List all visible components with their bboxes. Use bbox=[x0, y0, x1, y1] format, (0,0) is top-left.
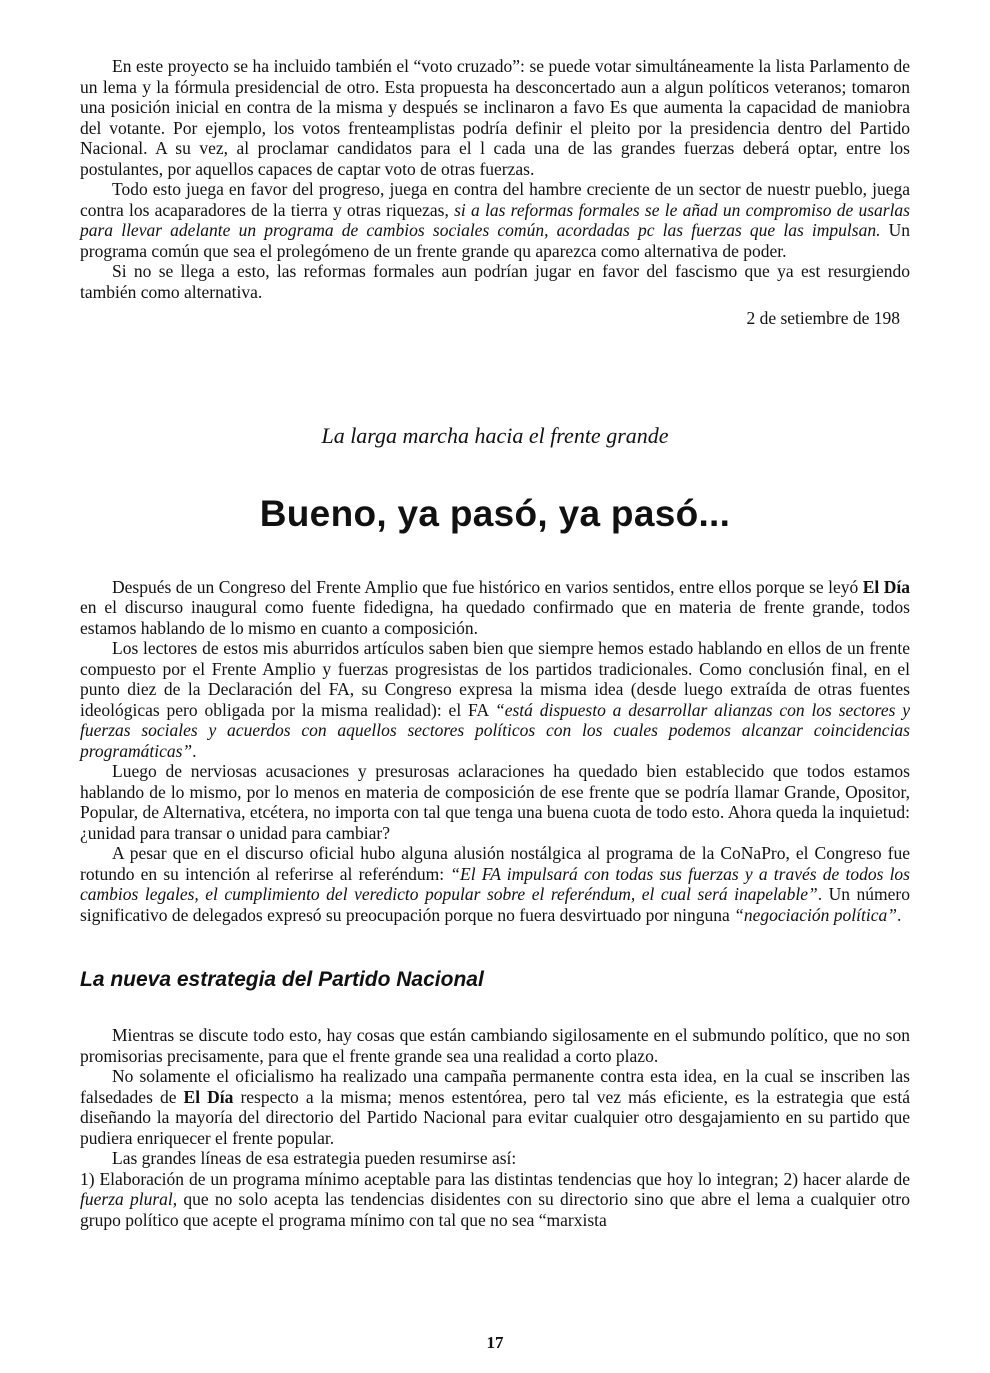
article-paragraph-1 bbox=[80, 577, 910, 639]
section-body bbox=[80, 1025, 910, 1230]
text-run: “negociación política” bbox=[734, 904, 897, 925]
section-heading: La nueva estrategia del Partido Nacional bbox=[80, 968, 484, 991]
text-run: Los lectores de estos mis aburridos artículos saben bien que siempre hemos estado hablando en ellos de un frente compuesto por el Frente Amplio y fuerzas progresistas de los partidos tradicionales. Como conclusión final, en el punto diez de la Declaración del FA, su Congreso expresa la misma idea (desde luego extraída de otras fuentes ideológicas pero obligada por la misma realidad): el FA bbox=[80, 638, 910, 720]
text-run: si a las reformas formales se le añad un compromiso de usarlas para llevar adelante un programa de cambios sociales común, acordadas pc las fuerzas que las impulsan. bbox=[80, 199, 910, 240]
text-run: respecto a la misma; menos estentórea, pero tal vez más eficiente, es la estrategia que está diseñando la mayoría del directorio del Partido Nacional para evitar cualquier otro desgajamiento en su partido que pudiera enriquecer el frente popular. bbox=[80, 1086, 910, 1148]
text-run: , que no solo acepta las tendencias disidentes con su directorio sino que abre el lema a cualquier otro grupo político que acepte el programa mínimo con tal que no sea “marxista bbox=[80, 1189, 910, 1230]
text-run: El Día bbox=[183, 1086, 234, 1107]
document-page bbox=[80, 56, 910, 1230]
text-run: A pesar que en el discurso oficial hubo alguna alusión nostálgica al programa de la CoNaPro, el Congreso fue rotundo en su intención al referirse al referéndum: bbox=[80, 843, 910, 884]
section-paragraph-4 bbox=[80, 1169, 910, 1231]
dateline: 2 de setiembre de 198 bbox=[746, 308, 900, 328]
text-run: Un programa común que sea el prolegómeno de un frente grande qu aparezca como alternativa de poder. bbox=[80, 220, 911, 261]
text-run: Mientras se discute todo esto, hay cosas que están cambiando sigilosamente en el submundo político, que no son promisorias precisamente, para que el frente grande sea una realidad a corto plazo. bbox=[80, 1025, 910, 1066]
text-run: Luego de nerviosas acusaciones y presurosas aclaraciones ha quedado bien establecido que todos estamos hablando de lo mismo, por lo menos en materia de composición de ese frente que se podría llamar Grande, Opositor, Popular, de Alternativa, etcétera, no importa con tal que tenga una buena cuota de todo esto. Ahora queda la inquietud: ¿unidad para transar o unidad para cambiar? bbox=[80, 761, 910, 843]
section-paragraph-3 bbox=[80, 1148, 910, 1169]
section-paragraph-2 bbox=[80, 1066, 910, 1148]
article-paragraph-4 bbox=[80, 843, 910, 925]
text-run: Después de un Congreso del Frente Amplio que fue histórico en varios sentidos, entre ellos porque se leyó bbox=[112, 576, 863, 597]
text-run: Las grandes líneas de esa estrategia pueden resumirse así: bbox=[112, 1148, 517, 1168]
article-paragraph-2 bbox=[80, 638, 910, 761]
article-headline: Bueno, ya pasó, ya pasó... bbox=[259, 492, 731, 534]
text-run: En este proyecto se ha incluido también el “voto cruzado”: se puede votar simultáneamente la lista Parlamento de un lema y la fórmula presidencial de otro. Esta propuesta ha desconcertado aun a algun políticos veteranos; tomaron una posición inicial en contra de la misma y después se inclinaron a favo Es que aumenta la capacidad de maniobra del votante. Por ejemplo, los votos frenteamplistas podría definir el pleito por la presidencia dentro del Partido Nacional. A su vez, al proclamar candidatos para el l cada una de las grandes fuerzas deberá optar, entre los postulantes, por aquellos capaces de captar voto de otras fuerzas. bbox=[80, 56, 910, 179]
text-run: en el discurso inaugural como fuente fidedigna, ha quedado confirmado que en materia de frente grande, todos estamos hablando de lo mismo en cuanto a composición. bbox=[80, 597, 910, 638]
text-run: 1) Elaboración de un programa mínimo aceptable para las distintas tendencias que hoy lo integran; 2) hacer alarde de bbox=[80, 1168, 910, 1189]
text-run: No solamente el oficialismo ha realizado una campaña permanente contra esta idea, en la cual se inscriben las falsedades de bbox=[80, 1066, 910, 1107]
text-run: El Día bbox=[862, 576, 910, 597]
page-number: 17 bbox=[486, 1333, 504, 1352]
intro-paragraph-3 bbox=[80, 261, 910, 302]
article-body bbox=[80, 577, 910, 926]
text-run: . bbox=[896, 904, 902, 925]
article-kicker: La larga marcha hacia el frente grande bbox=[321, 422, 669, 448]
text-run: . bbox=[192, 740, 197, 761]
article-paragraph-3 bbox=[80, 761, 910, 843]
intro-paragraph-1 bbox=[80, 56, 910, 179]
text-run: fuerza plural bbox=[80, 1189, 173, 1209]
text-run: Todo esto juega en favor del progreso, juega en contra del hambre creciente de un sector de nuestr pueblo, juega contra los acaparadores de la tierra y otras riquezas, bbox=[80, 179, 910, 220]
text-run: “está dispuesto a desarrollar alianzas con los sectores y fuerzas sociales y acuerdos con aquellos sectores políticos con los cuales podemos alcanzar coincidencias programáticas” bbox=[80, 699, 911, 761]
intro-paragraph-2 bbox=[80, 179, 910, 261]
text-run: Si no se llega a esto, las reformas formales aun podrían jugar en favor del fascismo que ya est resurgiendo también como alternativa. bbox=[80, 261, 910, 302]
section-paragraph-1 bbox=[80, 1025, 910, 1066]
text-run: “El FA impulsará con todas sus fuerzas y a través de todos los cambios legales, el cumplimiento del veredicto popular sobre el referéndum, el cual será inapelable” bbox=[80, 863, 910, 904]
text-run: . Un número significativo de delegados expresó su preocupación porque no fuera desvirtuado por ninguna bbox=[80, 884, 910, 925]
